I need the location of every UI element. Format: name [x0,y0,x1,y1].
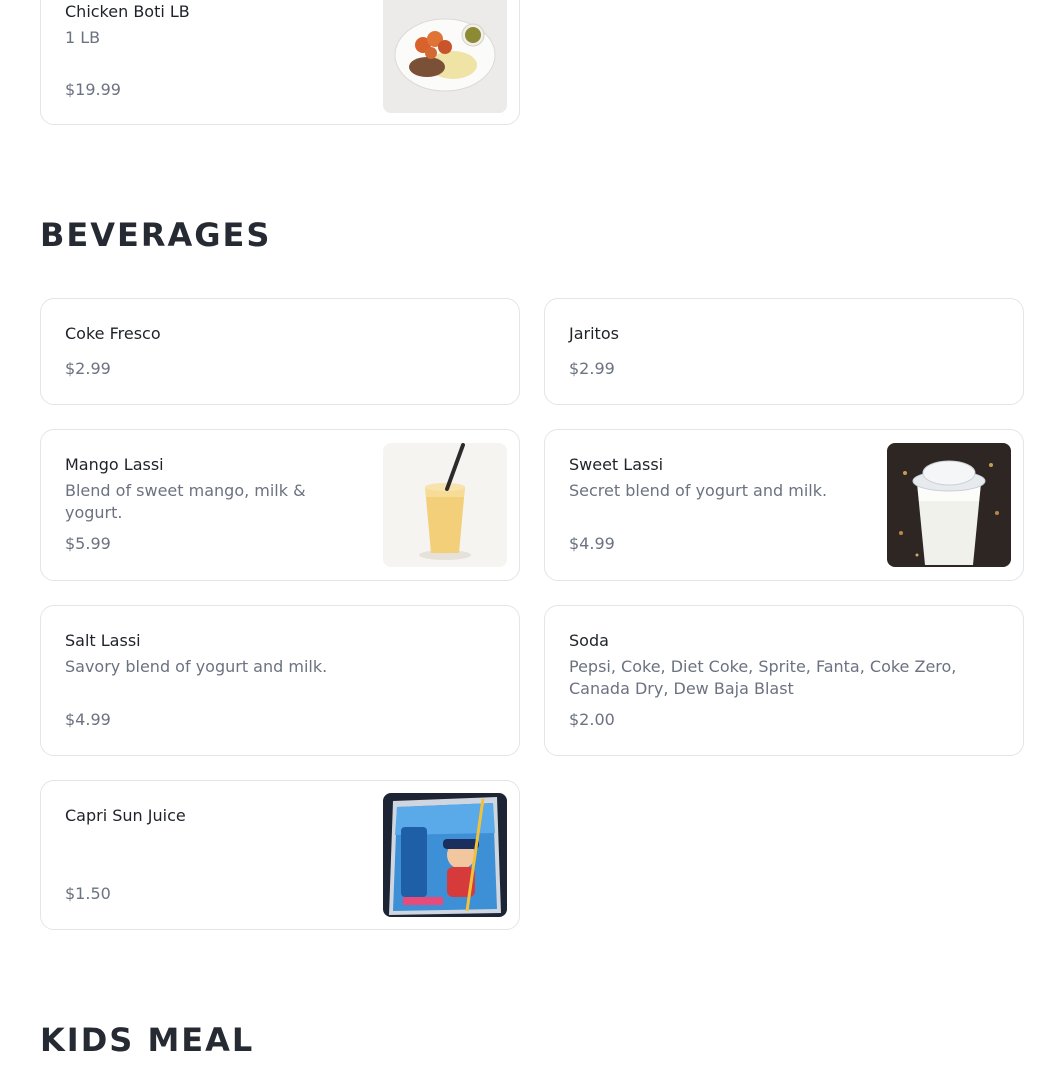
item-name: Salt Lassi [65,631,141,650]
item-price: $19.99 [65,80,121,99]
item-price: $2.00 [569,710,615,729]
item-price: $1.50 [65,884,111,903]
item-description: 1 LB [65,28,101,47]
item-description: Blend of sweet mango, milk & yogurt. [65,481,306,522]
item-price: $2.99 [65,359,111,378]
menu-item-card-chicken-boti-lb[interactable] [40,0,520,125]
menu-item-card-sweet-lassi[interactable] [544,429,1024,581]
item-name: Jaritos [569,324,619,343]
item-name: Capri Sun Juice [65,806,186,825]
item-price: $2.99 [569,359,615,378]
mango-lassi-cup-icon [383,443,507,567]
item-description: Secret blend of yogurt and milk. [569,481,828,500]
item-name: Mango Lassi [65,455,164,474]
item-name: Coke Fresco [65,324,161,343]
menu-item-card-salt-lassi[interactable] [40,605,520,756]
item-price: $4.99 [569,534,615,553]
item-name: Chicken Boti LB [65,2,190,21]
menu-item-card-coke-fresco[interactable] [40,298,520,405]
sweet-lassi-cup-icon [887,443,1011,567]
menu-item-card-capri-sun-juice[interactable] [40,780,520,930]
item-price: $5.99 [65,534,111,553]
capri-sun-pouch-icon [383,793,507,917]
section-title-kids-meal: KIDS MEAL [40,1021,255,1059]
menu-item-card-jaritos[interactable] [544,298,1024,405]
menu-item-card-mango-lassi[interactable] [40,429,520,581]
chicken-boti-plate-icon [383,0,507,113]
item-name: Sweet Lassi [569,455,664,474]
item-description: Pepsi, Coke, Diet Coke, Sprite, Fanta, Coke Zero, Canada Dry, Dew Baja Blast [569,657,957,698]
section-title-beverages: BEVERAGES [40,216,272,254]
item-description: Savory blend of yogurt and milk. [65,657,328,676]
item-name: Soda [569,631,609,650]
menu-item-card-soda[interactable] [544,605,1024,756]
item-price: $4.99 [65,710,111,729]
